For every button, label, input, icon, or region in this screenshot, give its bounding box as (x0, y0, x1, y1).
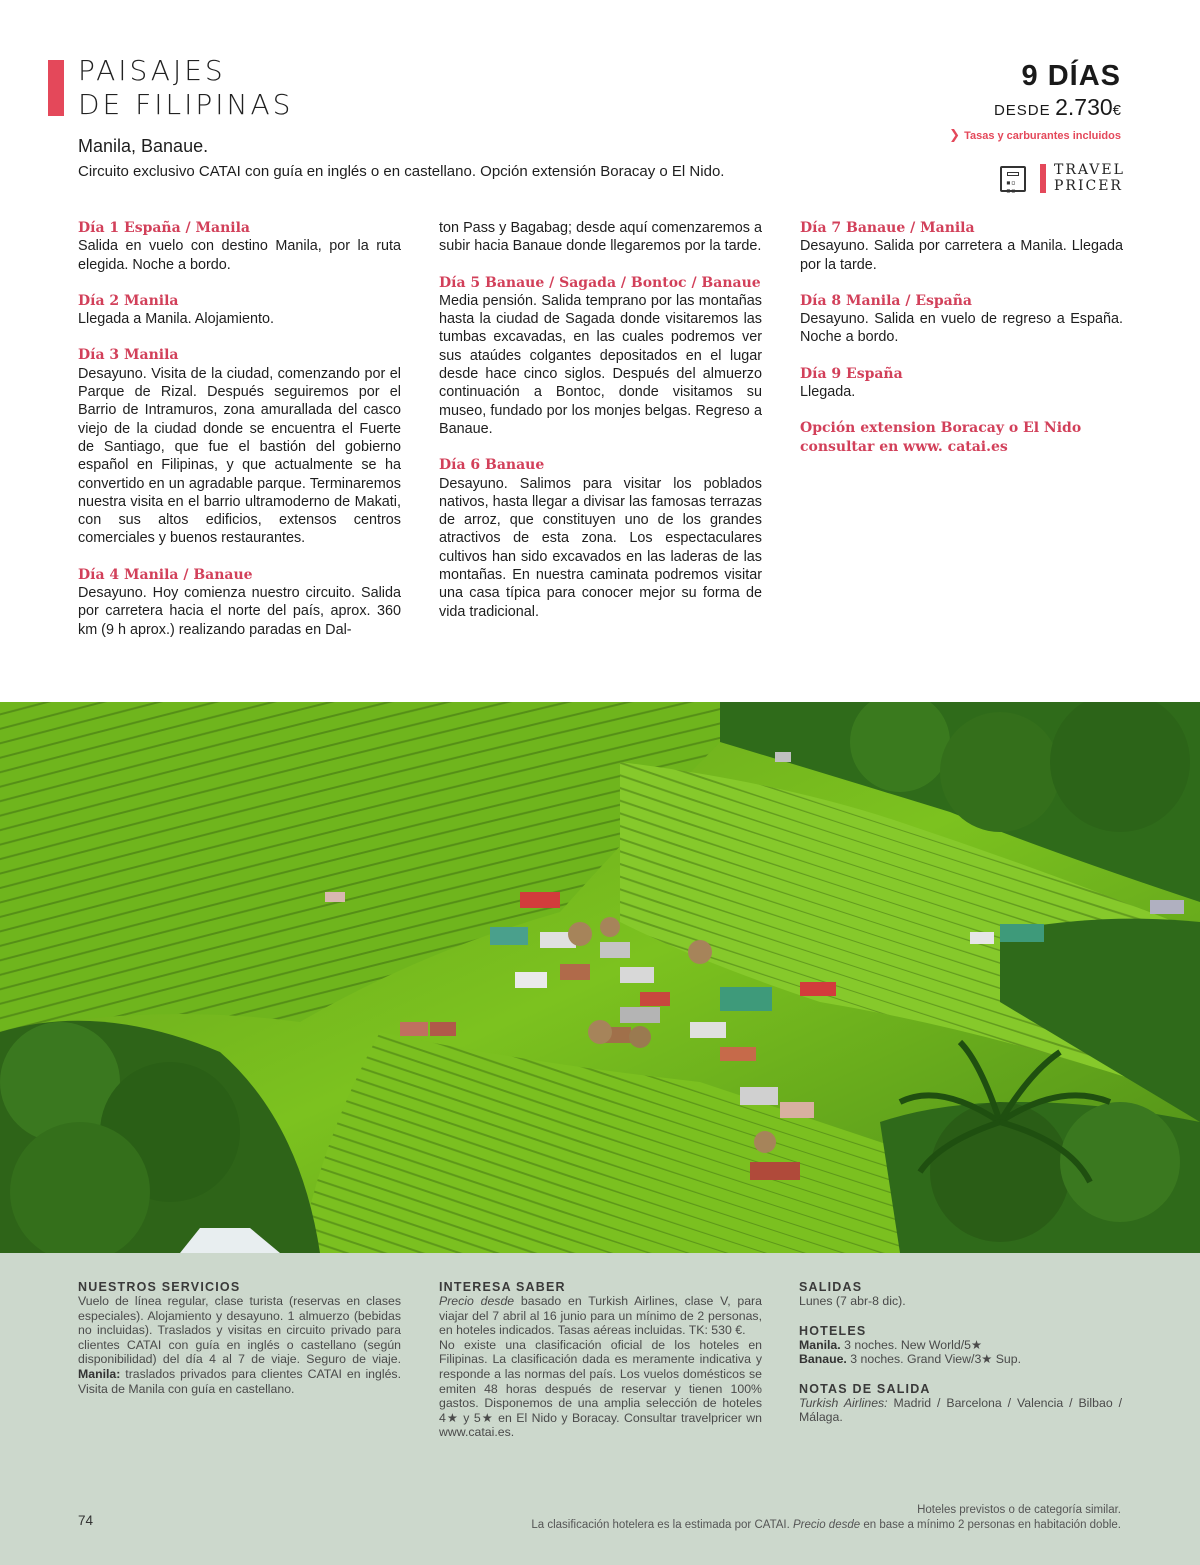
day-heading: Día 7 Banaue / Manila (800, 220, 975, 236)
day-text: Llegada a Manila. Alojamiento. (78, 311, 275, 328)
day-heading: Día 3 Manila (78, 347, 179, 364)
info-text: Precio desde basado en Turkish Airlines, clase V, para viajar del 7 abril al 16 junio para un mínimo de 2 personas, en hoteles indicados. Tasas aéreas incluidas. TK: 530 €. (439, 1294, 762, 1338)
day-text: Desayuno. Salimos para visitar los poblados nativos, hasta llegar a divisar las famosas terrazas de arroz, que constituyen uno de los grandes atractivos de esta zona. Los espectaculares cultivos han sido excavados en las laderas de las montañas. En nuestra caminata podremos visitar una casa típica para conocer mejor su forma de vida tradicional. (439, 475, 762, 620)
subtitle: Manila, Banaue. (78, 136, 209, 156)
price-currency: € (1112, 102, 1121, 119)
title-line-1: PAISAJES (78, 54, 226, 87)
day-heading: Día 1 España / Manila (78, 220, 250, 236)
price-prefix: DESDE (993, 102, 1051, 119)
travel-pricer-bar (1040, 164, 1046, 193)
itinerary-column-1 (78, 219, 401, 657)
day-heading: Día 8 Manila / España (800, 292, 972, 309)
day-4-continued (439, 219, 762, 256)
footer-note: Hoteles previstos o de categoría similar. La clasificación hotelera es la estimada por CATAI. Precio desde en base a mínimo 2 personas en habitación doble. (531, 1504, 1121, 1531)
itinerary-column-3 (800, 219, 1123, 457)
day-3 (78, 346, 401, 547)
calculator-icon: ▪▫ ▪▫ (1000, 166, 1026, 192)
page-title (78, 54, 293, 122)
hotels-section: HOTELES Manila. 3 noches. New World/5★ Banaue. 3 noches. Grand View/3★ Sup. (799, 1323, 1022, 1367)
day-text: Desayuno. Salida por carretera a Manila. Llegada por la tarde. (800, 238, 1123, 273)
day-7 (800, 219, 1123, 274)
day-4 (78, 566, 401, 639)
day-text: Media pensión. Salida temprano por las montañas hasta la ciudad de Sagada donde visitaremos las tumbas excavadas, en las cuales podremos ver sus ataúdes colgantes depositados en el lugar desde hace cinco siglos. Después del almuerzo continuación a Bontoc, donde visitamos su museo, fundado por los monjes belgas. Regreso a Banaue. (439, 292, 762, 437)
day-text: Desayuno. Hoy comienza nuestro circuito. Salida por carretera hacia el norte del país, aprox. 360 km (9 h aprox.) realizando paradas en Dal- (78, 585, 401, 638)
day-text: Salida en vuelo con destino Manila, por la ruta elegida. Noche a bordo. (78, 238, 401, 273)
day-text: Llegada. (800, 384, 856, 401)
day-text: ton Pass y Bagabag; desde aquí comenzaremos a subir hacia Banaue donde llegaremos por la tarde. (439, 220, 762, 255)
services-text: Vuelo de línea regular, clase turista (reservas en clases especiales). Alojamiento y desayuno. 1 almuerzo (bebidas no incluidas). Traslados y visitas en circuito privado para clientes CATAI con guía en inglés o castellano (según disponibilidad) del día 4 al 7 de viaje. Seguro de viaje. Manila: traslados privados para clientes CATAI en inglés. Visita de Manila con guía en castellano. (78, 1294, 401, 1396)
taxes-note: ❯ Tasas y carburantes incluidos (949, 127, 1121, 142)
day-6 (439, 456, 762, 621)
day-8 (800, 292, 1123, 347)
tagline: Circuito exclusivo CATAI con guía en inglés o en castellano. Opción extensión Boracay o El Nido. (78, 163, 725, 180)
day-heading: Día 2 Manila (78, 292, 179, 309)
price (994, 94, 1121, 121)
day-2 (78, 292, 401, 329)
day-1 (78, 219, 401, 274)
chevron-right-icon: ❯ (949, 127, 961, 142)
departure-notes-section: NOTAS DE SALIDA Turkish Airlines: Madrid / Barcelona / Valencia / Bilbao / Málaga. (799, 1381, 1122, 1425)
departures-section: SALIDAS Lunes (7 abr-8 dic). (799, 1280, 906, 1308)
day-heading: Día 6 Banaue (439, 457, 545, 474)
title-line-2: DE FILIPINAS (78, 88, 294, 121)
travel-pricer-logo: TRAVEL PRICER (1054, 162, 1125, 194)
services-column (78, 1279, 401, 1396)
title-accent-bar (48, 60, 64, 116)
itinerary-column-2 (439, 219, 762, 639)
info-column (439, 1279, 762, 1440)
day-heading: Día 5 Banaue / Sagada / Bontoc / Banaue (439, 274, 761, 291)
services-heading: NUESTROS SERVICIOS (78, 1280, 241, 1294)
trip-duration: 9 DÍAS (1021, 60, 1121, 92)
page-number: 74 (78, 1513, 94, 1528)
day-9 (800, 365, 1123, 402)
day-heading: Día 4 Manila / Banaue (78, 566, 253, 583)
day-text: Desayuno. Visita de la ciudad, comenzando por el Parque de Rizal. Después seguiremos por el Barrio de Intramuros, zona amurallada del casco viejo de la ciudad donde se encuentra el Fuerte de Santiago, que fue el bastión del gobierno español en Filipinas, y que actualmente se ha convertido en un agradable parque. Terminaremos nuestra visita en el barrio ultramoderno de Makati, con sus altos edificios, extensos centros comerciales y buenos restaurantes. (78, 365, 401, 547)
rice-terraces-illustration (0, 702, 1200, 1253)
day-5 (439, 274, 762, 439)
rice-terraces-photo (0, 702, 1200, 1253)
departures-column (799, 1279, 1122, 1440)
info-heading: INTERESA SABER (439, 1280, 566, 1294)
price-amount: 2.730 (1055, 94, 1113, 120)
info-text-2: No existe una clasificación oficial de los hoteles en Filipinas. La clasificación dada es meramente indicativa y responde a las normas del país. Los vuelos domésticos se emiten 48 horas después de reservar y tienen 100% gastos. Disponemos de una amplia selección de hoteles 4★ y 5★ en El Nido y Boracay. Consultar travelpricer wn www.catai.es. (439, 1337, 762, 1440)
day-text: Desayuno. Salida en vuelo de regreso a España. Noche a bordo. (800, 311, 1123, 346)
extension-note: Opción extension Boracay o El Nido consultar en www. catai.es (800, 420, 1082, 456)
day-heading: Día 9 España (800, 365, 903, 382)
